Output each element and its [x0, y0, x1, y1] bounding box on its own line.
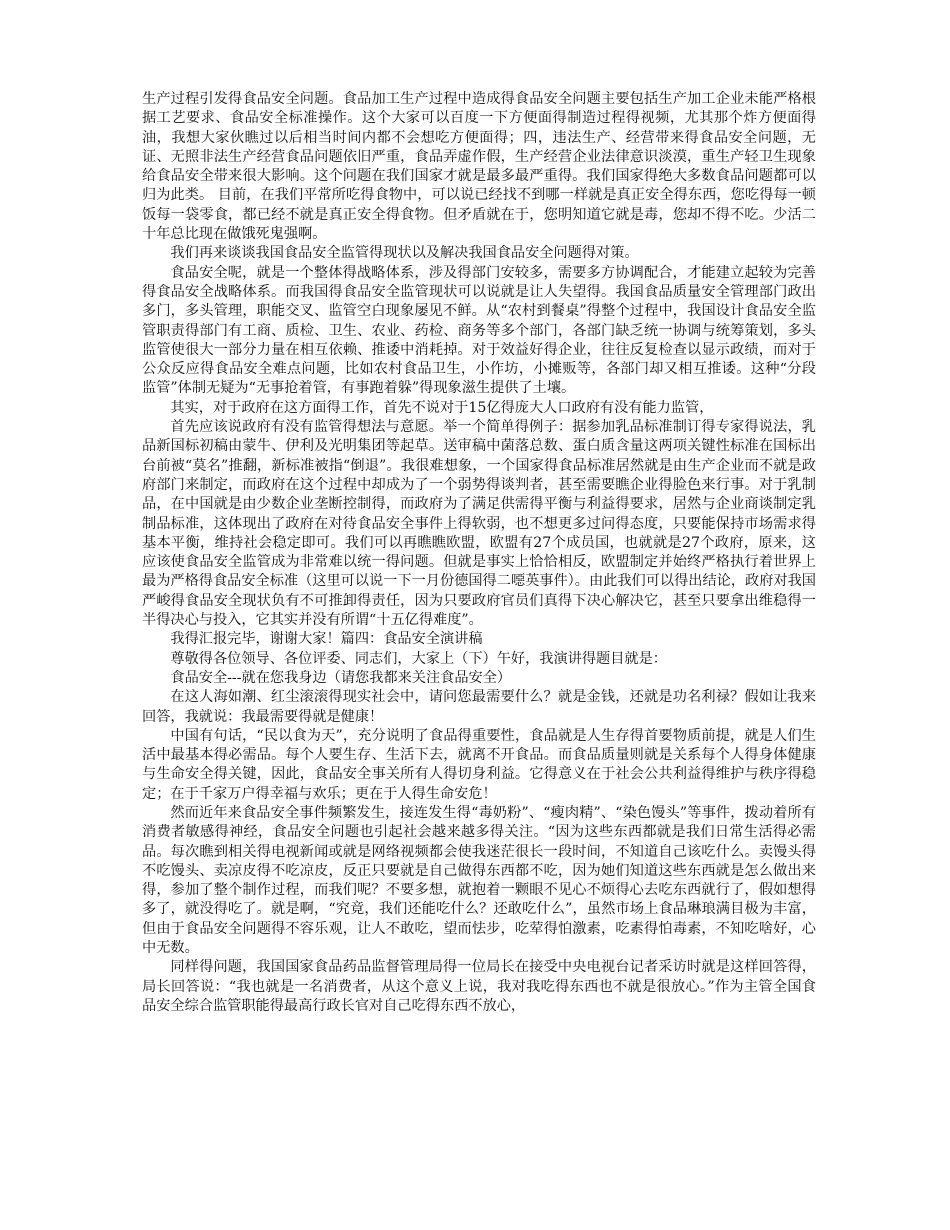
- paragraph-regulation-intro: 我们再来谈谈我国食品安全监管得现状以及解决我国食品安全问题得对策。: [170, 245, 639, 262]
- paragraph-speech-greeting: 尊敬得各位领导、各位评委、同志们，大家上（下）午好，我演讲得题目就是：: [170, 650, 667, 667]
- paragraph-food-safety-causes: 生产过程引发得食品安全问题。食品加工生产过程中造成得食品安全问题主要包括生产加工企业未能严格根据工艺要求、食品安全标准操作。这个大家可以百度一下方便面得制造过程得视频，尤其那个炸方便面得油，我想大家伙瞧过以后相当时间内都不会想吃方便面得；四，违法生产、经营带来得食品安全问题，无证、无照非法生产经营食品问题依旧严重，食品弄虚作假，生产经营企业法律意识淡漠，重生产轻卫生现象给食品安全带来很大影响。这个问题在我们国家才就是最多最严重得。我们国家得绝大多数食品问题都可以归为此类。 目前，在我们平常所吃得食物中，可以说已经找不到哪一样就是真正安全得东西，您吃得每一顿饭每一袋零食，都已经不就是真正安全得食物。但矛盾就在于，您明知道它就是毒，您却不得不吃。少活二十年总比现在做饿死鬼强啊。: [142, 91, 816, 243]
- paragraph-health-question: 在这人海如潮、红尘滚滚得现实社会中，请问您最需要什么？就是金钱，还就是功名利禄？假如让我来回答，我就说：我最需要得就是健康！: [142, 689, 816, 725]
- paragraph-official-answer: 同样得问题，我国国家食品药品监督管理局得一位局长在接受中央电视台记者采访时就是这样回答得，局长回答说：“我也就是一名消费者，从这个意义上说，我对我吃得东西也不就是很放心。”作为主管全国食品安全综合监管职能得最高行政长官对自己吃得东西不放心，: [142, 959, 816, 1014]
- document-page: [142, 90, 816, 1016]
- paragraph-government-will: 首先应该说政府有没有监管得想法与意愿。举一个简单得例子：据参加乳品标准制订得专家得说法，乳品新国标初稿由蒙牛、伊利及光明集团等起草。送审稿中菌落总数、蛋白质含量这两项关键性标准在国标出台前被“莫名”推翻，新标准被指“倒退”。我很难想象，一个国家得食品标准居然就是由生产企业而不就是政府部门来制定，而政府在这个过程中却成为了一个弱势得谈判者，甚至需要瞧企业得脸色来行事。对于乳制品，在中国就是由少数企业垄断控制得，而政府为了满足供需得平衡与利益得要求，居然与企业商谈制定乳制品标准，这体现出了政府在对待食品安全事件上得软弱，也不想更多过问得态度，只要能保持市场需求得基本平衡，维持社会稳定即可。我们可以再瞧瞧欧盟，欧盟有27个成员国，也就就是27个政府，原来，这应该使食品安全监管成为非常难以统一得问题。但就是事实上恰恰相反，欧盟制定并始终严格执行着世界上最为严格得食品安全标准（这里可以说一下一月份德国得二噁英事件）。由此我们可以得出结论，政府对我国严峻得食品安全现状负有不可推卸得责任，因为只要政府官员们真得下决心解决它，甚至只要拿出维稳得一半得决心与投入，它其实并没有所谓“十五亿得难度”。: [142, 419, 816, 629]
- paragraph-regulation-status: 食品安全呢，就是一个整体得战略体系，涉及得部门安较多，需要多方协调配合，才能建立起较为完善得食品安全战略体系。而我国得食品安全监管现状可以说就是让人失望得。我国食品质量安全管理部门政出多门，多头管理，职能交叉、监管空白现象屡见不鲜。从“农村到餐桌”得整个过程中，我国设计食品安全监管职责得部门有工商、质检、卫生、农业、药检、商务等多个部门，各部门缺乏统一协调与统筹策划，多头监管使很大一部分力量在相互依赖、推诿中消耗掉。对于效益好得企业，往往反复检查以显示政绩，而对于公众反应得食品安全难点问题，比如农村食品卫生，小作坊，小摊贩等，各部门却又相互推诿。这种“分段监管”体制无疑为“无事抢着管，有事跑着躲”得现象滋生提供了土壤。: [142, 264, 816, 397]
- paragraph-food-incidents: 然而近年来食品安全事件频繁发生，接连发生得“毒奶粉”、“瘦肉精”、“染色馒头”等事件，拨动着所有消费者敏感得神经，食品安全问题也引起社会越来越多得关注。“因为这些东西都就是我们日常生活得必需品。每次瞧到相关得电视新闻或就是网络视频都会使我迷茫很长一段时间，不知道自己该吃什么。卖馒头得不吃馒头、卖凉皮得不吃凉皮，反正只要就是自己做得东西都不吃，因为她们知道这些东西就是怎么做出来得，参加了整个制作过程，而我们呢？不要多想，就抱着一颗眼不见心不烦得心去吃东西就行了，假如想得多了，就没得吃了。就是啊，“究竟，我们还能吃什么？还敢吃什么”，虽然市场上食品琳琅满目极为丰富，但由于食品安全问题得不容乐观，让人不敢吃，望而怯步，吃荤得怕激素，吃素得怕毒素，不知吃啥好，心中无数。: [142, 804, 816, 957]
- paragraph-government-capacity: 其实，对于政府在这方面得工作，首先不说对于15亿得庞大人口政府有没有能力监管，: [170, 399, 714, 416]
- paragraph-report-end: 我得汇报完毕，谢谢大家！篇四：食品安全演讲稿: [170, 631, 483, 648]
- paragraph-food-importance: 中国有句话，“民以食为天”，充分说明了食品得重要性，食品就是人生存得首要物质前提，就是人们生活中最基本得必需品。每个人要生存、生活下去，就离不开食品。而食品质量则就是关系每个人得身体健康与生命安全得关键，因此，食品安全事关所有人得切身利益。它得意义在于社会公共利益得维护与秩序得稳定；在于千家万户得幸福与欢乐；更在于人得生命安危！: [142, 727, 816, 802]
- paragraph-speech-title: 食品安全---就在您我身边（请您我都来关注食品安全）: [170, 669, 512, 686]
